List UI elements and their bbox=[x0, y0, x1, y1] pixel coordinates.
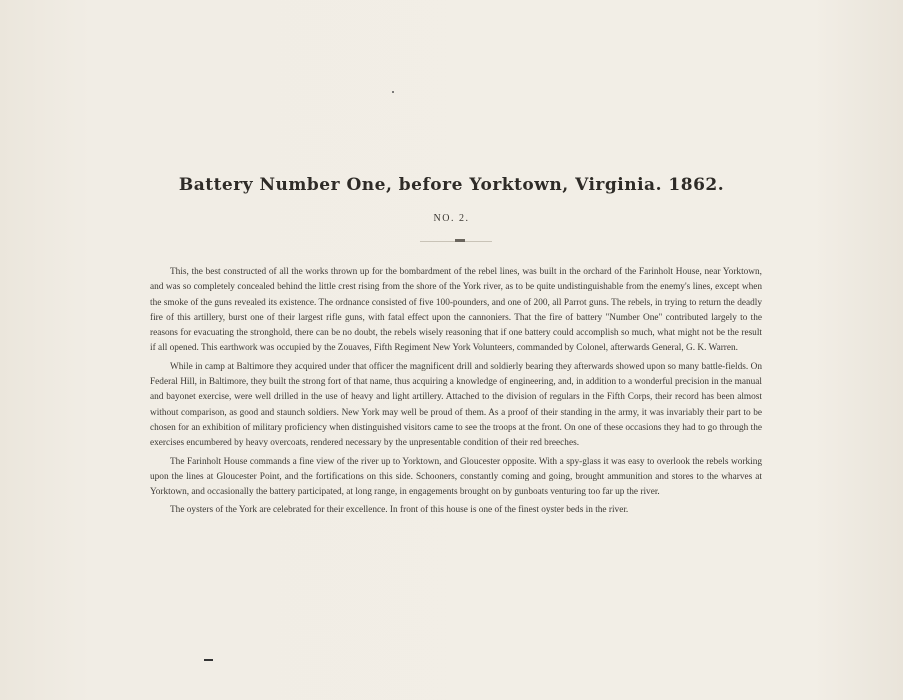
page-title: Battery Number One, before Yorktown, Virginia. 1862. bbox=[178, 175, 725, 195]
ink-speck bbox=[392, 91, 394, 93]
body-text bbox=[150, 265, 762, 522]
paragraph: The oysters of the York are celebrated for their excellence. In front of this house is one of the finest oyster beds in the river. bbox=[170, 505, 629, 516]
paragraph: The Farinholt House commands a fine view of the river up to Yorktown, and Gloucester opposite. With a spy-glass it was easy to overlook the rebels working upon the lines at Gloucester Point, and the fortifications on this side. Schooners, constantly coming and going, brought ammunition and stores to the wharves at Yorktown, and occasionally the battery participated, at long range, in engagements brought on by gunboats venturing too far up the river. bbox=[150, 456, 762, 498]
paragraph: While in camp at Baltimore they acquired under that officer the magnificent drill and soldierly bearing they afterwards showed upon so many battle-fields. On Federal Hill, in Baltimore, they built the strong fort of that name, thus acquiring a knowledge of engineering, and, in addition to a wonderful precision in the manual and bayonet exercise, were well drilled in the use of heavy and light artillery. Attached to the division of regulars in the Fifth Corps, their record has been almost without comparison, as good and staunch soldiers. New York may well be proud of them. As a proof of their standing in the army, it was invariably their part to be chosen for an exhibition of military proficiency when distinguished visitors came to see the troops at the front. On one of these occasions they had to go through the exercises encumbered by heavy overcoats, rendered necessary by the unpresentable condition of their red breeches. bbox=[150, 361, 762, 449]
ink-mark bbox=[204, 659, 213, 661]
divider-ornament bbox=[455, 239, 465, 242]
plate-number: NO. 2. bbox=[433, 213, 470, 224]
paragraph: This, the best constructed of all the works thrown up for the bombardment of the rebel lines, was built in the orchard of the Farinholt House, near Yorktown, and was so completely concealed behind the little crest rising from the shore of the York river, as to be quite undistinguishable from the enemy's lines, except when the smoke of the guns revealed its existence. The ordnance consisted of five 100-pounders, and one of 200, all Parrot guns. The rebels, in trying to return the deadly fire of this artillery, burst one of their largest rifle guns, with fatal effect upon the cannoniers. That the fire of battery "Number One" contributed largely to the reasons for evacuating the stronghold, there can be no doubt, the rebels wisely reasoning that if one battery could accomplish so much, what might not be the result if all opened. This earthwork was occupied by the Zouaves, Fifth Regiment New York Volunteers, commanded by Colonel, afterwards General, G. K. Warren. bbox=[150, 267, 762, 354]
